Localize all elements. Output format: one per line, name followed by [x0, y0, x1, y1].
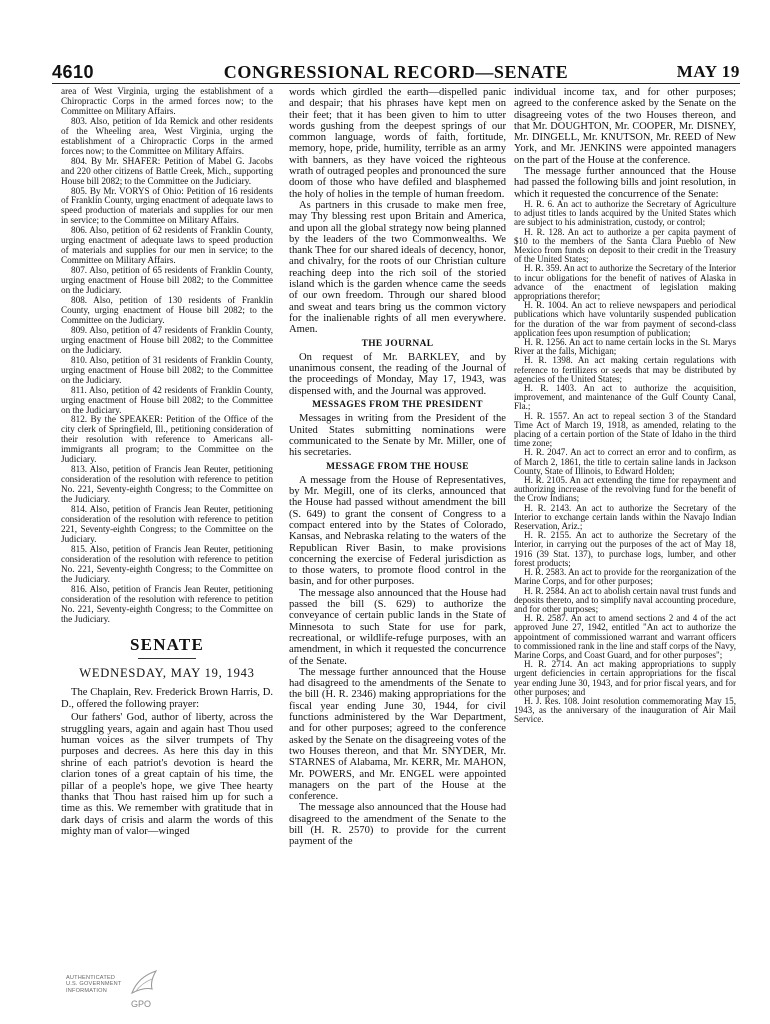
petition-paragraph: 811. Also, petition of 42 residents of Franklin County, urging enactment of House bill 2082; to the Committee on the Judiciary. — [61, 384, 273, 415]
gpo-authentication-text — [66, 975, 122, 994]
session-date: WEDNESDAY, MAY 19, 1943 — [79, 666, 255, 681]
bill-entry: H. R. 1403. An act to authorize the acquisition, improvement, and maintenance of the Gulf County Canal, Fla.; — [514, 383, 736, 412]
bill-entry: H. R. 6. An act to authorize the Secretary of Agriculture to adjust titles to lands acquired by the United States which are subject to his administration, custody, or control; — [514, 198, 736, 228]
bill-entry: H. R. 2105. An act extending the time for repayment and authorizing increase of the revolving fund for the benefit of the Crow Indians; — [514, 475, 736, 504]
senate-rule — [138, 658, 196, 659]
bill-entry: H. R. 2047. An act to correct an error and to confirm, as of March 2, 1861, the title to certain saline lands in Jackson County, State of Illinois, to Edward Holden; — [514, 447, 736, 476]
house-paragraph: The message further announced that the House had passed the following bills and joint resolution, in which it requested the concurrence of the Senate: — [514, 166, 736, 200]
page-number: 4610 — [52, 62, 95, 82]
bill-entry: H. R. 128. An act to authorize a per capita payment of $10 to the members of the Santa Clara Pueblo of New Mexico from funds on deposit to their credit in the Treasury of the United States; — [514, 226, 736, 265]
petition-paragraph: 804. By Mr. SHAFER: Petition of Mabel G. Jacobs and 220 other citizens of Battle Creek, Mich., supporting House bill 2082; to the Committee on the Judiciary. — [61, 155, 273, 186]
gpo-line: AUTHENTICATED — [66, 975, 116, 981]
header-date: MAY 19 — [676, 62, 740, 81]
gpo-line: INFORMATION — [66, 987, 107, 994]
bill-entry: H. R. 2155. An act to authorize the Secretary of the Interior, in carrying out the purposes of the act of May 18, 1916 (39 Stat. 137), to purchase logs, lumber, and other forest products; — [514, 530, 736, 568]
header-rule — [52, 83, 740, 84]
house-heading: MESSAGE FROM THE HOUSE — [326, 461, 469, 472]
chaplain-paragraph: The Chaplain, Rev. Frederick Brown Harris, D. D., offered the following prayer: — [61, 687, 273, 710]
house-paragraph: The message also announced that the House had disagreed to the amendment of the Senate to the bill (H. R. 2570) to provide for the current payment of the — [289, 802, 506, 848]
house-continued: individual income tax, and for other purposes; agreed to the conference asked by the Senate on the disagreeing votes of the two Houses thereon, and that Mr. DOUGHTON, Mr. COOPER, Mr. DISNEY, Mr. DINGELL, Mr. KNUTSON, Mr. REED of New York, and Mr. JENKINS were appointed managers on the part of the House at the conference. — [514, 87, 736, 166]
gpo-line: U.S. GOVERNMENT — [66, 981, 122, 988]
petition-paragraph: 814. Also, petition of Francis Jean Reuter, petitioning consideration of the resolution with reference to petition 221, Seventy-eighth Congress; to the Committee on the Judiciary. — [61, 504, 273, 544]
bill-entry: H. R. 2587. An act to amend sections 2 and 4 of the act approved June 27, 1942, entitled "An act to authorize the appointment of commissioned warrant and warrant officers to commissioned rank in the line and staff corps of the Navy, Marine Corps, and Coast Guard, and for other purposes"; — [514, 613, 736, 660]
bill-entry: H. R. 1398. An act making certain regulations with reference to fertilizers or seeds that may be distributed by agencies of the United States; — [514, 355, 736, 384]
messages-heading: MESSAGES FROM THE PRESIDENT — [312, 400, 483, 411]
prayer-continued: words which girdled the earth—dispelled panic and despair; that his phrases have kept men on their feet; that it has been given to him to utter words gushing from the deepest springs of our common language, words of faith, fortitude, memory, hope, pride, humility, terrible as an army with banners, as they have voiced the righteous wrath of outraged peoples and pronounced the sure doom of those who have defiled and blasphemed the holy of holies in the temple of human freedom. — [289, 87, 506, 200]
bill-entry: H. R. 1004. An act to relieve newspapers and periodical publications which have voluntarily suspended publication for the duration of the war from payment of second-class application fees upon resumption of publication; — [514, 300, 736, 338]
petition-paragraph: 806. Also, petition of 62 residents of Franklin County, urging enactment of adequate laws to speed production of materials and supplies for our men in service; to the Committee on Military Affairs. — [61, 225, 273, 266]
petition-paragraph: 805. By Mr. VORYS of Ohio: Petition of 16 residents of Franklin County, urging enactment of adequate laws to speed production of materials and supplies for our men in service; to the Committee on Military Affairs. — [61, 185, 273, 226]
messages-paragraph: Messages in writing from the President of the United States submitting nominations were communicated to the Senate by Mr. Miller, one of his secretaries. — [289, 413, 506, 459]
prayer-paragraph: Our fathers' God, author of liberty, across the struggling years, again and again hast Thou used human voices as the silver trumpets of Thy purposes and decrees. As here this day in this shrine of each patriot's devotion is heard the clarion tones of a great captain of his time, the pillar of a people's hope, we give Thee hearty thanks that Thou hast raised him up for such a time as this. We remember with gratitude that in dark days of crisis and alarm the words of this mighty man of valor—winged — [61, 712, 273, 838]
column-2 — [289, 87, 506, 967]
page-header — [52, 62, 740, 84]
petition-paragraph: 807. Also, petition of 65 residents of Franklin County, urging enactment of House bill 2082; to the Committee on the Judiciary. — [61, 265, 273, 296]
house-paragraph: A message from the House of Representatives, by Mr. Megill, one of its clerks, announced that the House had passed without amendment the bill (S. 649) to grant the consent of Congress to a compact entered into by the States of Colorado, Kansas, and Nebraska relating to the waters of the Republican River Basin, to make provisions concerning the exercise of Federal jurisdiction as to those waters, to promote flood control in the basin, and for other purposes. — [289, 474, 506, 588]
petition-paragraph: 808. Also, petition of 130 residents of Franklin County, urging enactment of House bill 2082; to the Committee on the Judiciary. — [61, 295, 273, 325]
prayer-paragraph: As partners in this crusade to make men free, may Thy blessing rest upon Britain and America, and upon all the global strategy now being planned by the leaders of the two Commonwealths. We thank Thee for our shared ideals of decency, honor, and chivalry, for the roots of our Christian culture reaching deep into the rich soil of the storied island which is the garden whence came the seeds of our own freedom. Through our shared blood and sweat and tears bring us the common victory for the inalienable rights of all men everywhere. Amen. — [289, 199, 506, 336]
gpo-logo-text: GPO — [131, 999, 152, 1009]
house-paragraph: The message further announced that the House had disagreed to the amendments of the Senate to the bill (H. R. 2346) making appropriations for the fiscal year ending June 30, 1944, for civil functions administered by the War Department, and for other purposes; agreed to the conference asked by the Senate on the disagreeing votes of the two Houses thereon, and that Mr. SNYDER, Mr. STARNES of Alabama, Mr. KERR, Mr. MAHON, Mr. POWERS, and Mr. ENGEL were appointed managers on the part of the House at the conference. — [289, 666, 506, 803]
petition-paragraph: 812. By the SPEAKER: Petition of the Office of the city clerk of Springfield, Ill., petitioning consideration of their resolution with reference to Americans all-immigrants all program; to the Committee on the Judiciary. — [61, 414, 273, 465]
column-1 — [61, 87, 273, 967]
bill-entry: H. R. 1256. An act to name certain locks in the St. Marys River at the falls, Michigan; — [514, 337, 736, 357]
senate-heading: SENATE — [130, 635, 204, 655]
column-3 — [514, 87, 736, 967]
bill-entry: H. R. 2143. An act to authorize the Secretary of the Interior to exchange certain lands within the Navajo Indian Reservation, Ariz.; — [514, 502, 736, 532]
petition-paragraph: 803. Also, petition of Ida Remick and other residents of the Wheeling area, West Virginia, urging the establishment of a Chiropractic Corps in the armed forces now; to the Committee on Military Affairs. — [61, 115, 273, 156]
petition-paragraph: 815. Also, petition of Francis Jean Reuter, petitioning consideration of the resolution with reference to petition No. 221, Seventy-eighth Congress; to the Committee on the Judiciary. — [61, 543, 273, 584]
petition-paragraph: 813. Also, petition of Francis Jean Reuter, petitioning consideration of the resolution with reference to petition No. 221, Seventy-eighth Congress; to the Committee on the Judiciary. — [61, 464, 273, 505]
petition-paragraph: area of West Virginia, urging the establishment of a Chiropractic Corps in the armed forces now; to the Committee on Military Affairs. — [61, 87, 273, 116]
house-paragraph: The message also announced that the House had passed the bill (S. 629) to authorize the conveyance of certain public lands in the State of Minnesota to such State for use for park, recreational, or wildlife-refuge purposes, with an amendment, in which it requested the concurrence of the Senate. — [289, 587, 506, 667]
petition-paragraph: 809. Also, petition of 47 residents of Franklin County, urging enactment of House bill 2082; to the Committee on the Judiciary. — [61, 324, 273, 355]
journal-heading: THE JOURNAL — [361, 338, 434, 349]
bill-entry: H. R. 2714. An act making appropriations to supply urgent deficiencies in certain appropriations for the fiscal year ending June 30, 1943, and for prior fiscal years, and for other purposes; and — [514, 659, 736, 697]
bill-entry: H. J. Res. 108. Joint resolution commemorating May 15, 1943, as the anniversary of the inauguration of Air Mail Service. — [514, 695, 736, 725]
gpo-eagle-logo — [128, 967, 162, 1016]
bill-entry: H. R. 1557. An act to repeal section 3 of the Standard Time Act of March 19, 1918, as amended, relating to the placing of a certain portion of the State of Idaho in the third time zone; — [514, 410, 736, 449]
bill-entry: H. R. 359. An act to authorize the Secretary of the Interior to incur obligations for the benefit of natives of Alaska in advance of the enactment of legislation making appropriations therefor; — [514, 263, 736, 301]
running-title: CONGRESSIONAL RECORD—SENATE — [223, 62, 569, 82]
petition-paragraph: 816. Also, petition of Francis Jean Reuter, petitioning consideration of the resolution with reference to petition No. 221, Seventy-eighth Congress; to the Committee on the Judiciary. — [61, 583, 273, 624]
bill-entry: H. R. 2584. An act to abolish certain naval trust funds and deposits thereto, and to simplify naval accounting procedure, and for other purposes; — [514, 585, 736, 614]
petition-paragraph: 810. Also, petition of 31 residents of Franklin County, urging enactment of House bill 2082; to the Committee on the Judiciary. — [61, 354, 273, 385]
bill-entry: H. R. 2583. An act to provide for the reorganization of the Marine Corps, and for other purposes; — [514, 567, 736, 587]
journal-paragraph: On request of Mr. BARKLEY, and by unanimous consent, the reading of the Journal of the proceedings of Monday, May 17, 1943, was dispensed with, and the Journal was approved. — [289, 351, 506, 397]
